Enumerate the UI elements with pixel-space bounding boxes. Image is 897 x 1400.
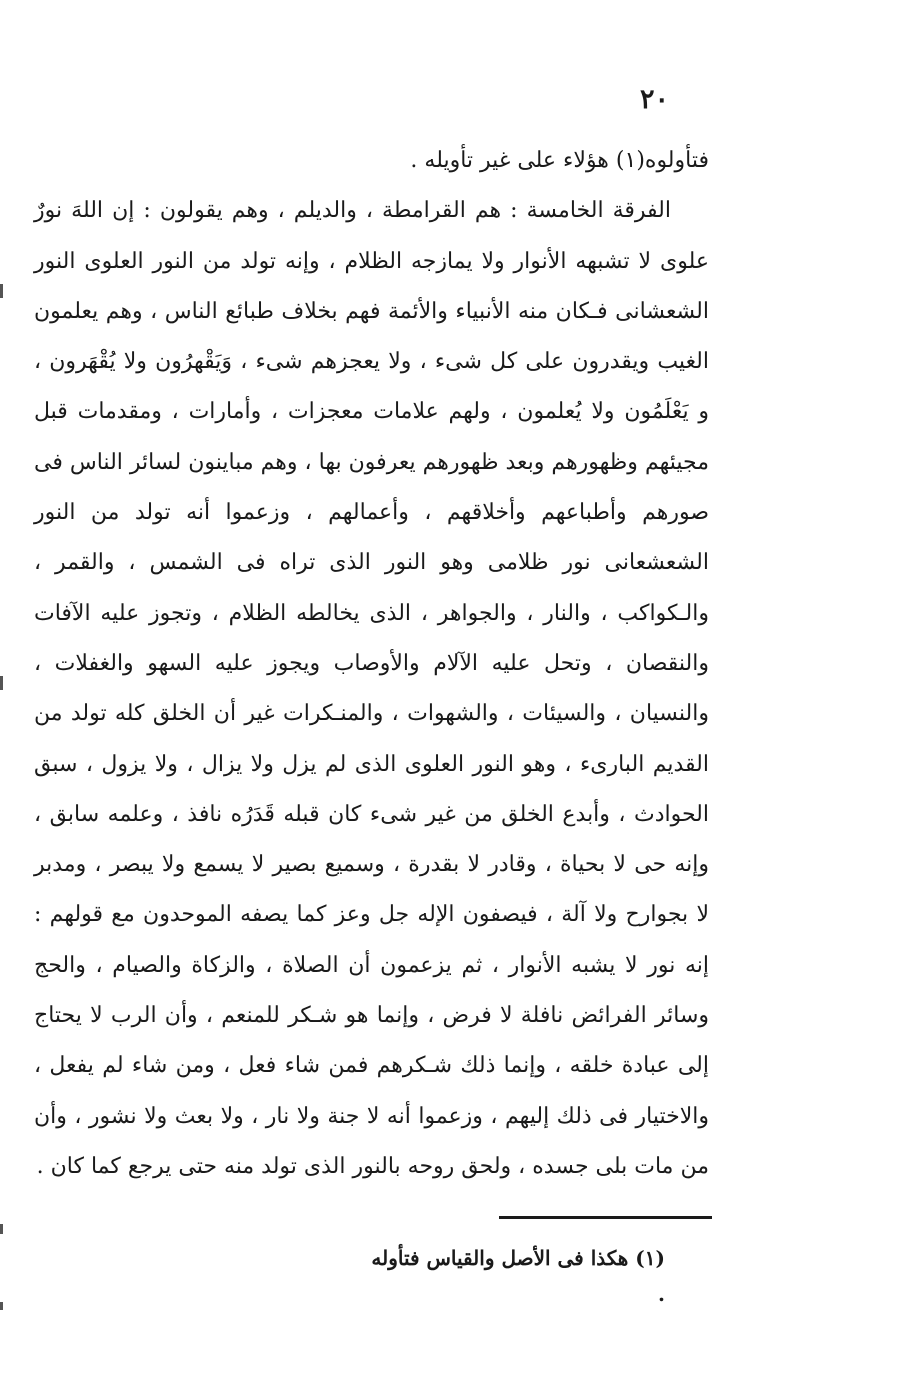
paragraph-2: الفرقة الخامسة : هم القرامطة ، والديلم ، وهم يقولون : إن اللهَ نورٌ علوى لا تشبهه الأنوار ولا يمازجه الظلام ، وإنه تولد من النور العلوى النور الشعشانى فـكان منه الأنبياء والأئمة فهم بخلاف طبائع الناس ، وهم يعلمون الغيب ويقدرون على كل شىء ، ولا يعجزهم شىء ، وَيَقْهرُون ولا يُقْهَرون ، و يَعْلَمُون ولا يُعلمون ، ولهم علامات معجزات ، وأمارات ، ومقدمات قبل مجيئهم وظهورهم وبعد ظهورهم يعرفون بها ، وهم مباينون لسائر الناس فى صورهم وأطباعهم وأخلاقهم ، وأعمالهم ، وزعموا أنه تولد من النور الشعشعانى نور ظلامى وهو النور الذى تراه فى الشمس ، والقمر ، والـكواكب ، والنار ، والجواهر ، الذى يخالطه الظلام ، وتجوز عليه الآفات والنقصان ، وتحل عليه الآلام والأوصاب ويجوز عليه السهو والغفلات ، والنسيان ، والسيئات ، والشهوات ، والمنـكرات غير أن الخلق كله تولد من القديم البارىء ، وهو النور العلوى الذى لم يزل ولا يزال ، ولا يزول ، سبق الحوادث ، وأبدع الخلق من غير شىء كان قبله قَدَرُه نافذ ، وعلمه سابق ، وإنه حى لا بحياة ، وقادر لا بقدرة ، وسميع بصير لا يسمع ولا يبصر ، ومدبر لا بجوارح ولا آلة ، فيصفون الإله جل وعز كما يصفه الموحدون مع قولهم : إنه نور لا يشبه الأنوار ، ثم يزعمون أن الصلاة ، والزكاة والصيام ، والحج وسائر الفرائض نافلة لا فرض ، وإنما هو شـكر للمنعم ، وأن الرب لا يحتاج إلى عبادة خلقه ، وإنما ذلك شـكرهم فمن شاء فعل ، ومن شاء لم يفعل ، والاختيار فى ذلك إليهم ، وزعموا أنه لا جنة ولا نار ، ولا بعث ولا نشور ، وأن من مات بلى جسده ، ولحق روحه بالنور الذى تولد منه حتى يرجع كما كان .	[34, 198, 710, 1179]
scan-edge-mark-lower	[0, 1224, 3, 1234]
scan-edge-mark-bottom	[0, 1302, 3, 1310]
main-text	[34, 136, 709, 1192]
footnote: (١) هكذا فى الأصل والقياس فتأوله .	[371, 1246, 665, 1306]
paragraph-1: فتأولوه(١) هؤلاء على غير تأويله .	[410, 148, 709, 173]
scan-edge-mark-middle	[0, 676, 3, 690]
footnote-divider	[499, 1216, 712, 1219]
scan-edge-mark-top	[0, 284, 3, 298]
page-number: ٢٠	[640, 84, 670, 115]
